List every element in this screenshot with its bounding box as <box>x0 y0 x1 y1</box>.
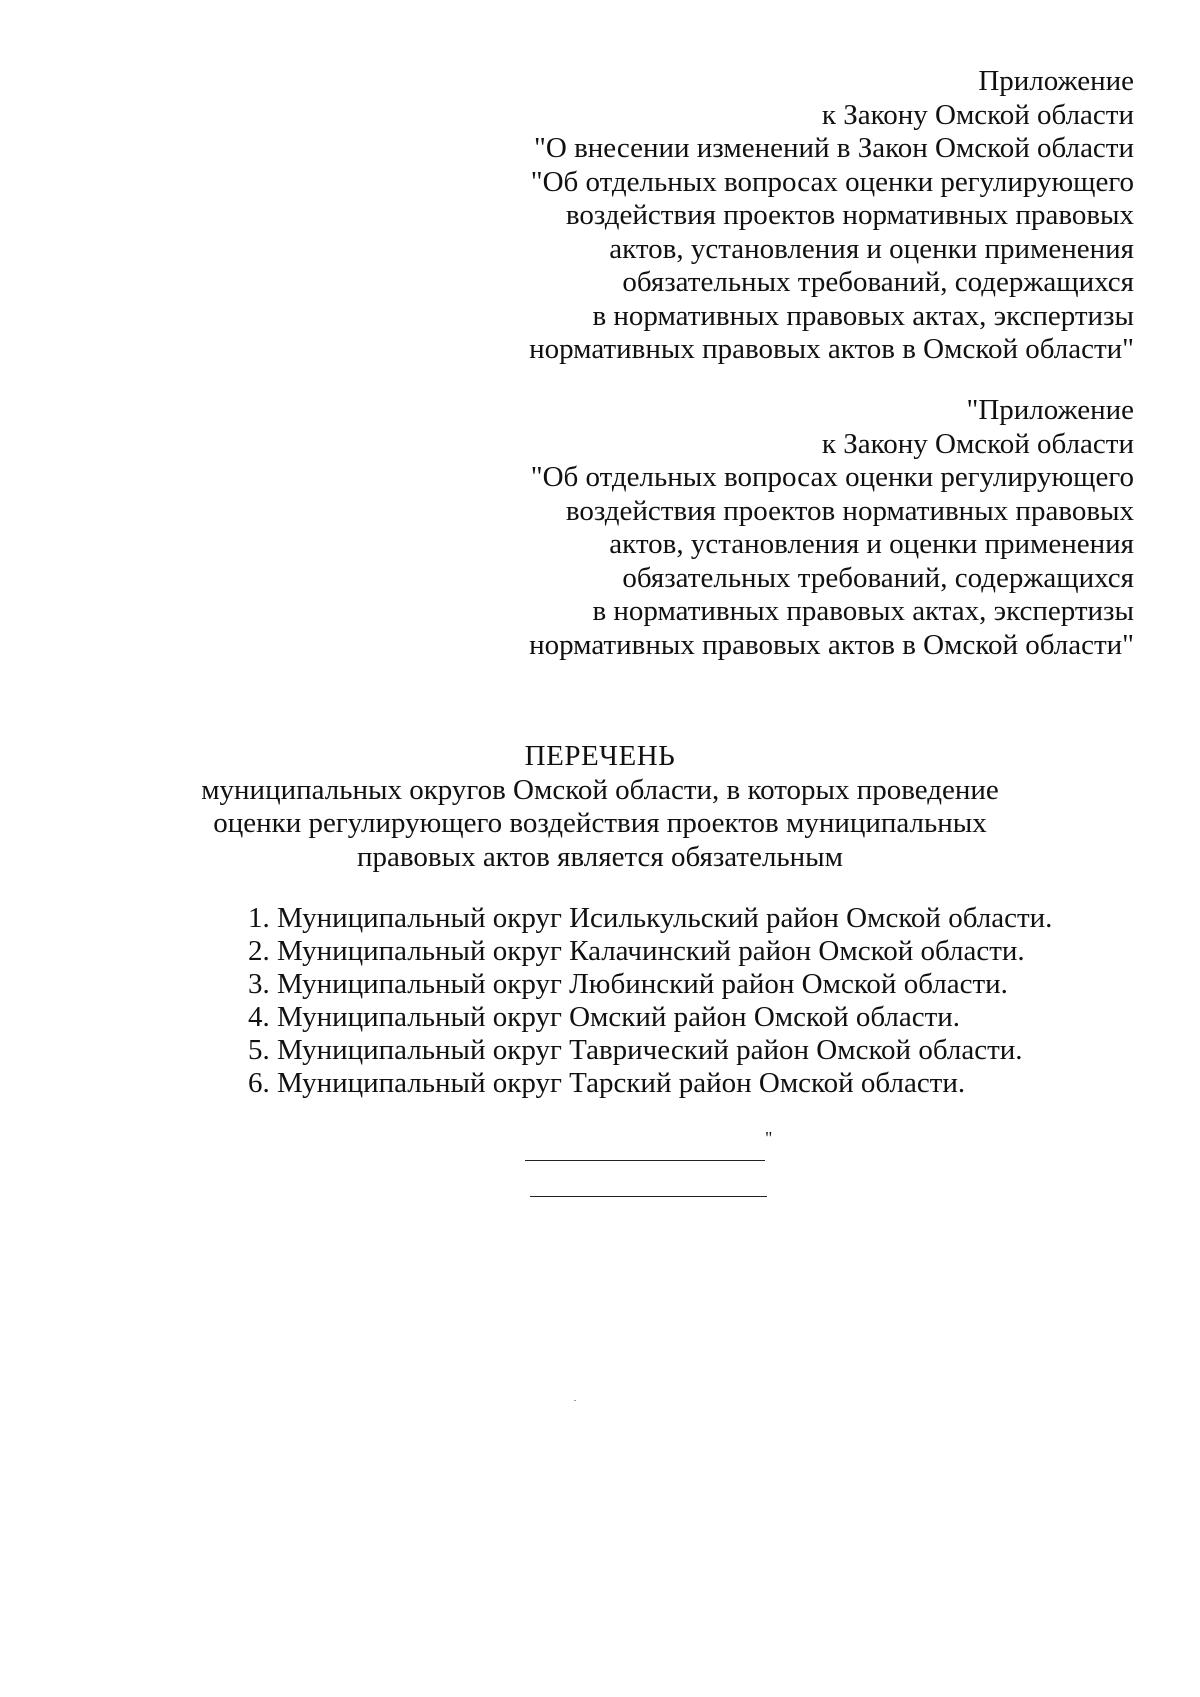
header-line: в нормативных правовых актах, экспертизы <box>592 299 1134 332</box>
list-subtitle-line: правовых актов является обязательным <box>357 840 843 873</box>
closing-rule <box>530 1196 767 1197</box>
quoted-header-line: в нормативных правовых актах, экспертизы <box>592 595 1134 627</box>
appendix-header <box>529 65 1134 367</box>
list-item: 2. Муниципальный округ Калачинский район Омской области. <box>248 935 1025 967</box>
header-line: нормативных правовых актов в Омской области" <box>529 333 1134 365</box>
list-subtitle-line: оценки регулирующего воздействия проектов муниципальных <box>213 807 987 839</box>
scan-speck <box>574 1400 576 1401</box>
quoted-header-line: "Об отдельных вопросах оценки регулирующего <box>530 461 1134 493</box>
closing-rule <box>525 1160 765 1161</box>
quoted-header-line: нормативных правовых актов в Омской области" <box>529 628 1134 661</box>
list-subtitle-line: муниципальных округов Омской области, в которых проведение <box>201 773 999 806</box>
header-line: к Закону Омской области <box>821 98 1134 131</box>
list-item: 5. Муниципальный округ Таврический район Омской области. <box>248 1034 1023 1066</box>
quoted-header-line: воздействия проектов нормативных правовых <box>565 494 1134 527</box>
list-item: 1. Муниципальный округ Исилькульский район Омской области. <box>248 902 1053 934</box>
list-title-block <box>0 740 1200 874</box>
quoted-header-line: к Закону Омской области <box>821 427 1134 460</box>
quoted-header-line: обязательных требований, содержащихся <box>622 561 1134 594</box>
list-item: 4. Муниципальный округ Омский район Омской области. <box>248 1001 961 1033</box>
quoted-header-line: "Приложение <box>966 394 1134 426</box>
list-item: 6. Муниципальный округ Тарский район Омской области. <box>248 1067 966 1099</box>
header-line: актов, установления и оценки применения <box>609 232 1134 265</box>
closing-quote-mark: " <box>765 1128 773 1148</box>
list-title: ПЕРЕЧЕНЬ <box>524 740 676 772</box>
header-line: воздействия проектов нормативных правовых <box>565 199 1134 231</box>
header-line: Приложение <box>978 65 1134 97</box>
header-line: обязательных требований, содержащихся <box>622 266 1134 298</box>
quoted-header-line: актов, установления и оценки применения <box>609 528 1134 560</box>
list-item: 3. Муниципальный округ Любинский район Омской области. <box>248 968 1008 1000</box>
header-line: "Об отдельных вопросах оценки регулирующего <box>530 165 1134 198</box>
district-list <box>248 902 1052 1100</box>
quoted-appendix-header <box>529 394 1134 662</box>
header-line: "О внесении изменений в Закон Омской области <box>534 132 1134 164</box>
